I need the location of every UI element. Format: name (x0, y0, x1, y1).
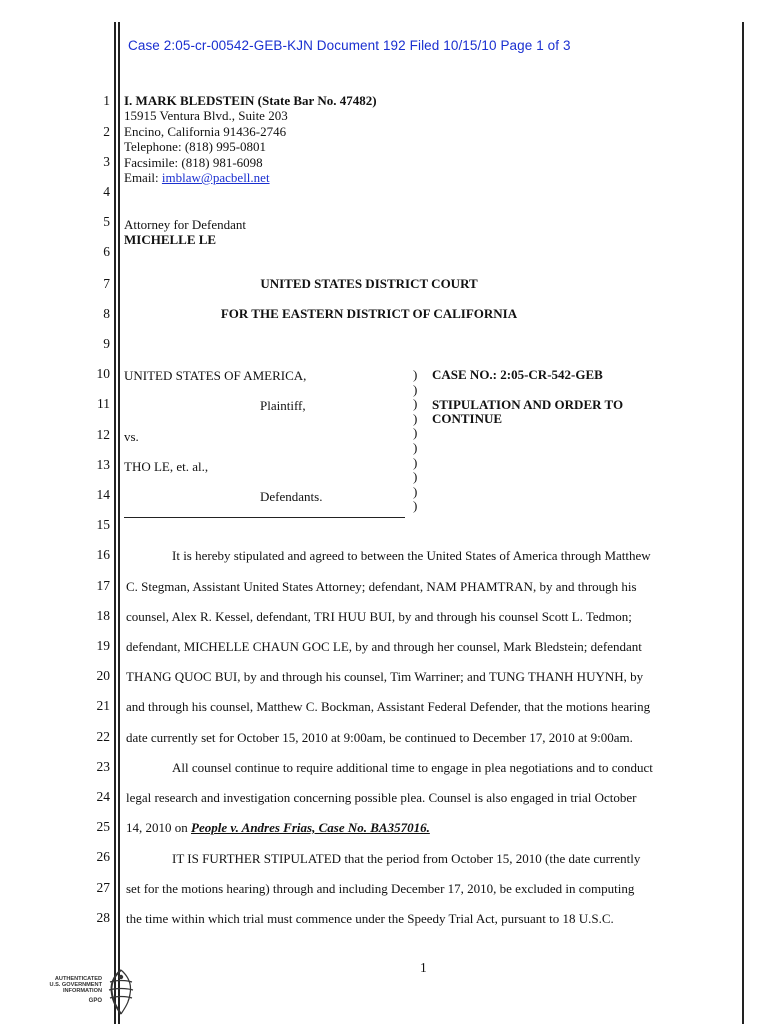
caption-paren: ) (413, 439, 418, 455)
plaintiff-name: UNITED STATES OF AMERICA, (124, 368, 307, 383)
caption-paren: ) (413, 498, 418, 514)
caption-underline (124, 517, 405, 518)
gpo-label: GPO (88, 998, 102, 1004)
caption-paren: ) (413, 425, 418, 441)
line-number: 9 (103, 336, 110, 351)
case-number: CASE NO.: 2:05-CR-542-GEB (432, 367, 603, 382)
body-line-25-prefix: 14, 2010 on (126, 820, 191, 835)
caption-paren: ) (413, 367, 418, 382)
caption-paren: ) (413, 469, 418, 485)
body-line-26: IT IS FURTHER STIPULATED that the period from October 15, 2010 (the date currently (172, 851, 641, 866)
court-name: UNITED STATES DISTRICT COURT (260, 276, 478, 291)
body-line-23: All counsel continue to require additional time to engage in plea negotiations and to conduct (172, 760, 653, 775)
right-margin-rule (742, 22, 744, 1024)
line-number: 20 (96, 668, 110, 683)
line-number: 4 (103, 184, 110, 199)
caption-paren: ) (413, 396, 418, 412)
body-line-24: legal research and investigation concerning possible plea. Counsel is also engaged in trial October (126, 790, 637, 805)
client-name: MICHELLE LE (124, 232, 217, 248)
line-number: 13 (96, 457, 110, 472)
line-number: 28 (96, 910, 110, 925)
caption-paren: ) (413, 381, 418, 397)
case-citation: People v. Andres Frias, Case No. BA357016. (191, 820, 430, 835)
defendant-role: Defendants. (260, 489, 323, 504)
court-district: FOR THE EASTERN DISTRICT OF CALIFORNIA (220, 306, 518, 321)
line-number: 6 (103, 244, 110, 259)
line-number: 1 (103, 93, 110, 108)
document-title (432, 398, 623, 426)
page-number: 1 (420, 960, 427, 975)
line-number: 17 (96, 578, 110, 593)
body-line-21: and through his counsel, Matthew C. Bockman, Assistant Federal Defender, that the motions hearing (126, 699, 651, 714)
line-number: 19 (96, 638, 110, 653)
email-link[interactable]: imblaw@pacbell.net (161, 170, 270, 186)
attorney-address-1: 15915 Ventura Blvd., Suite 203 (124, 108, 288, 124)
line-number: 5 (103, 214, 110, 229)
line-number: 22 (96, 729, 110, 744)
line-number: 3 (103, 154, 110, 169)
line-number: 10 (96, 366, 110, 381)
line-number: 11 (97, 396, 110, 411)
filing-header: Case 2:05-cr-00542-GEB-KJN Document 192 Filed 10/15/10 Page 1 of 3 (128, 38, 571, 53)
body-line-28: the time within which trial must commence under the Speedy Trial Act, pursuant to 18 U.S.C. (126, 911, 614, 926)
attorney-facsimile: Facsimile: (818) 981-6098 (124, 154, 263, 170)
eagle-emblem-icon (104, 968, 138, 1016)
line-number: 16 (96, 547, 110, 562)
attorney-telephone: Telephone: (818) 995-0801 (124, 139, 267, 155)
line-number: 21 (96, 698, 110, 713)
line-number: 26 (96, 849, 110, 864)
body-line-17: C. Stegman, Assistant United States Attorney; defendant, NAM PHAMTRAN, by and through his (126, 579, 637, 594)
body-line-27: set for the motions hearing) through and including December 17, 2010, be excluded in computing (126, 881, 635, 896)
left-margin-rule-inner (118, 22, 120, 1024)
document-title-line-2: CONTINUE (432, 411, 503, 426)
body-line-22: date currently set for October 15, 2010 at 9:00am, be continued to December 17, 2010 at 9:00am. (126, 730, 633, 745)
caption-paren: ) (413, 410, 418, 426)
line-number: 15 (96, 517, 110, 532)
line-number: 2 (103, 124, 110, 139)
gpo-seal-text (42, 976, 102, 994)
attorney-address-2: Encino, California 91436-2746 (124, 123, 287, 139)
caption-paren: ) (413, 483, 418, 499)
line-number: 18 (96, 608, 110, 623)
attorney-block (124, 93, 377, 185)
line-number: 27 (96, 880, 110, 895)
caption-paren-column (413, 368, 417, 514)
plaintiff-role: Plaintiff, (260, 398, 306, 413)
attorney-role: Attorney for Defendant (124, 217, 247, 232)
body-line-25 (126, 820, 430, 836)
body-line-18: counsel, Alex R. Kessel, defendant, TRI HUU BUI, by and through his counsel Scott L. Tedmon; (126, 609, 632, 624)
attorney-name: I. MARK BLEDSTEIN (State Bar No. 47482) (124, 93, 377, 108)
body-line-20: THANG QUOC BUI, by and through his counsel, Tim Warriner; and TUNG THANH HUYNH, by (126, 669, 644, 684)
line-number: 12 (96, 427, 110, 442)
line-number: 14 (96, 487, 110, 502)
left-margin-rule-outer (114, 22, 116, 1024)
attorney-for-block (124, 217, 246, 248)
gpo-seal-line-1: AUTHENTICATED (54, 976, 102, 982)
gpo-seal-line-3: INFORMATION (62, 988, 102, 994)
gpo-authentication-seal (42, 968, 142, 1018)
body-line-16: It is hereby stipulated and agreed to between the United States of America through Matthew (172, 548, 651, 563)
body-line-19: defendant, MICHELLE CHAUN GOC LE, by and through her counsel, Mark Bledstein; defendant (126, 639, 642, 654)
email-label: Email: (124, 170, 162, 186)
caption-paren: ) (413, 454, 418, 470)
gpo-seal-line-2: U.S. GOVERNMENT (49, 982, 102, 988)
line-number: 7 (103, 276, 110, 291)
document-title-line-1: STIPULATION AND ORDER TO (432, 397, 624, 412)
defendant-name: THO LE, et. al., (124, 459, 209, 474)
line-number: 23 (96, 759, 110, 774)
versus: vs. (124, 429, 139, 444)
line-number: 24 (96, 789, 110, 804)
line-number: 25 (96, 819, 110, 834)
line-number: 8 (103, 306, 110, 321)
